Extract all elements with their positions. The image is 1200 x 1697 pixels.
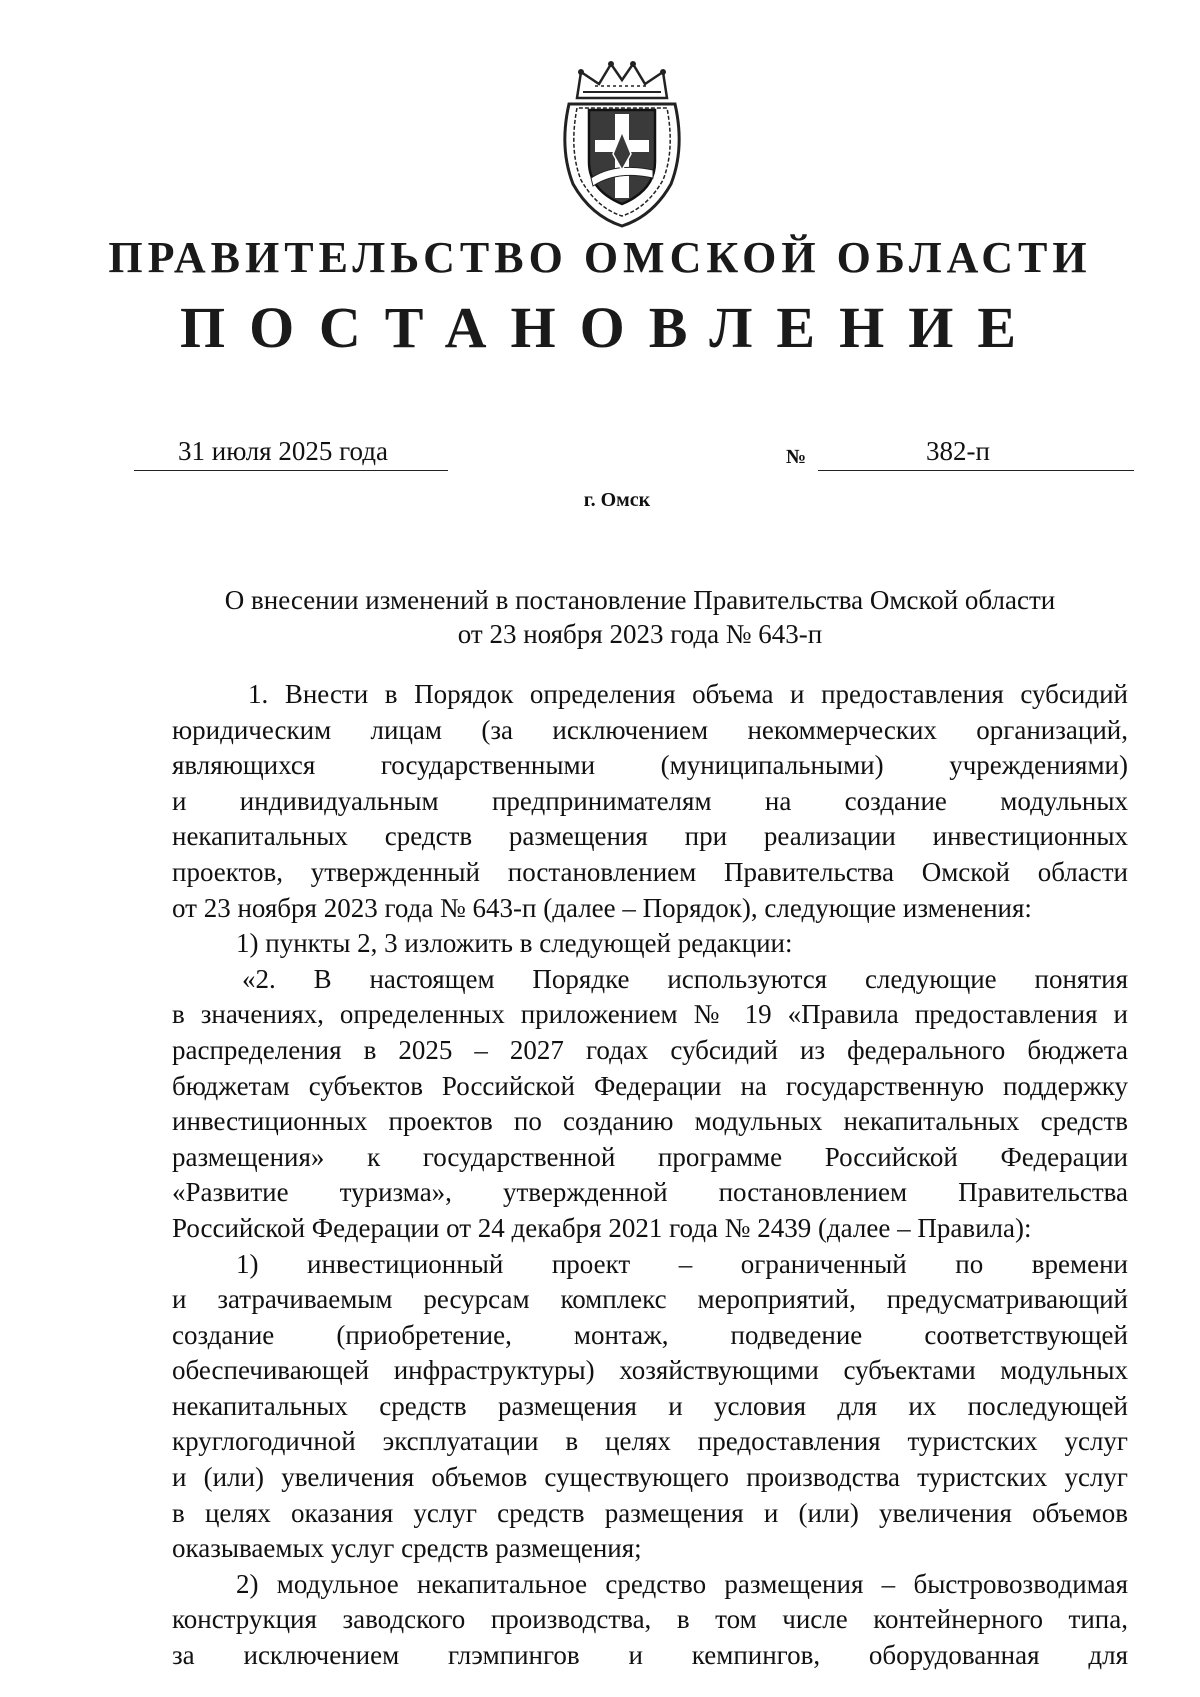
body-line: юридическим лицам (за исключением некоммерческих организаций, [172, 714, 1128, 745]
body-line: «Развитие туризма», утвержденной постановлением Правительства [172, 1177, 1128, 1208]
body-line: и затрачиваемым ресурсам комплекс мероприятий, предусматривающий [172, 1284, 1128, 1315]
body-line: и индивидуальным предпринимателям на создание модульных [172, 785, 1128, 816]
body-line: оказываемых услуг средств размещения; [172, 1533, 642, 1564]
government-name: ПРАВИТЕЛЬСТВО ОМСКОЙ ОБЛАСТИ [108, 233, 1092, 282]
body-line: в целях оказания услуг средств размещения и (или) увеличения объемов [172, 1497, 1128, 1528]
document-type: ПОСТАНОВЛЕНИЕ [179, 295, 1041, 360]
body-line: за исключением глэмпингов и кемпингов, оборудованная для [172, 1640, 1128, 1671]
document-number-field [818, 436, 1134, 471]
body-line: конструкция заводского производства, в том числе контейнерного типа, [172, 1604, 1128, 1635]
subject-line: от 23 ноября 2023 года № 643-п [457, 619, 823, 649]
body-line: обеспечивающей инфраструктуры) хозяйствующими субъектами модульных [172, 1355, 1128, 1386]
body-line: круглогодичной эксплуатации в целях предоставления туристских услуг [172, 1426, 1128, 1457]
number-sign: № [786, 446, 807, 468]
body-line: «2. В настоящем Порядке используются следующие понятия [242, 963, 1128, 994]
body-line: Российской Федерации от 24 декабря 2021 года № 2439 (далее – Правила): [172, 1212, 1032, 1243]
city-name: г. Омск [583, 489, 651, 511]
body-line: 1) пункты 2, 3 изложить в следующей редакции: [236, 928, 793, 959]
body-line: распределения в 2025 – 2027 годах субсидий из федерального бюджета [172, 1034, 1128, 1065]
body-line: от 23 ноября 2023 года № 643-п (далее – Порядок), следующие изменения: [172, 892, 1032, 923]
body-line: создание (приобретение, монтаж, подведение соответствующей [172, 1319, 1128, 1350]
body-line: бюджетам субъектов Российской Федерации на государственную поддержку [172, 1070, 1128, 1101]
document-date-field [134, 436, 448, 471]
body-line: некапитальных средств размещения и условия для их последующей [172, 1390, 1128, 1421]
body-line: инвестиционных проектов по созданию модульных некапитальных средств [172, 1106, 1128, 1137]
document-subject [150, 583, 1130, 651]
body-line: размещения» к государственной программе Российской Федерации [172, 1141, 1128, 1172]
body-line: являющихся государственными (муниципальными) учреждениями) [172, 750, 1128, 781]
body-line: 1. Внести в Порядок определения объема и предоставления субсидий [248, 679, 1128, 709]
subject-line: О внесении изменений в постановление Правительства Омской области [224, 585, 1056, 615]
body-line: некапитальных средств размещения при реализации инвестиционных [172, 821, 1128, 852]
document-date: 31 июля 2025 года [178, 436, 388, 466]
body-line: и (или) увеличения объемов существующего производства туристских услуг [172, 1462, 1128, 1493]
body-line: 2) модульное некапитальное средство размещения – быстровозводимая [236, 1568, 1128, 1599]
document-body [172, 677, 1128, 1674]
body-line: в значениях, определенных приложением № 19 «Правила предоставления и [172, 999, 1128, 1030]
body-line: 1) инвестиционный проект – ограниченный по времени [236, 1248, 1128, 1279]
coat-of-arms-icon [555, 58, 689, 228]
body-line: проектов, утвержденный постановлением Правительства Омской области [172, 856, 1128, 887]
document-number: 382-п [926, 436, 990, 466]
